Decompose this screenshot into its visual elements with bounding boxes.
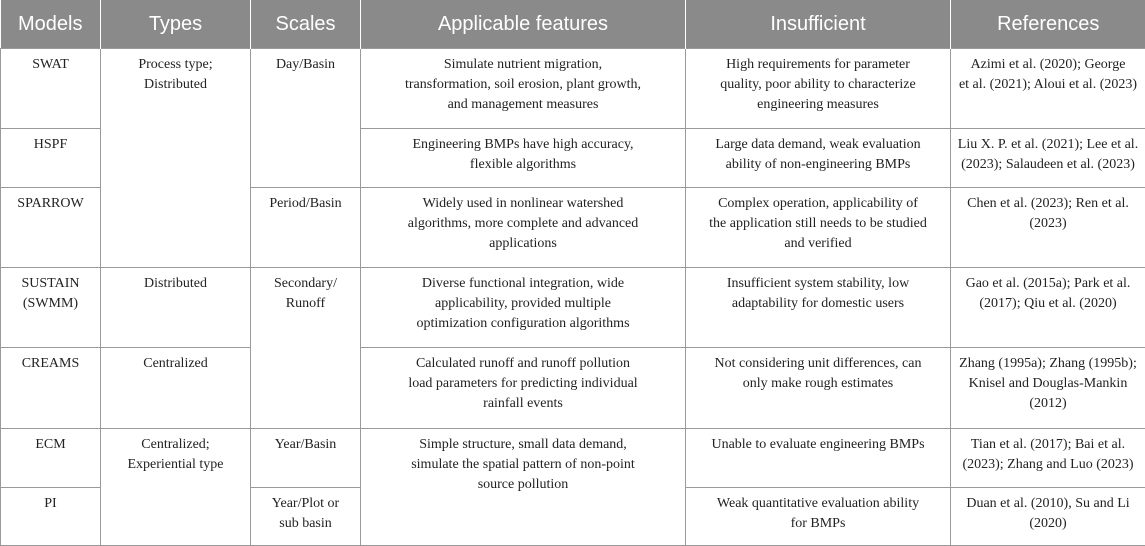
model-name: ECM	[35, 437, 65, 452]
header-insufficient: Insufficient	[686, 0, 951, 49]
features-text: Engineering BMPs have high accuracy, flexible algorithms	[412, 137, 633, 172]
references-cell	[951, 188, 1145, 268]
insufficient-cell	[686, 49, 951, 129]
insufficient-text: High requirements for parameter quality, poor ability to characterize engineering measures	[720, 57, 915, 112]
features-cell	[361, 348, 686, 429]
references-cell	[951, 348, 1145, 429]
type-cell	[101, 268, 251, 348]
model-name: CREAMS	[22, 356, 80, 371]
table-row	[1, 348, 1145, 429]
scale-text: Secondary/ Runoff	[274, 276, 337, 311]
scale-cell	[251, 429, 361, 488]
references-text: Zhang (1995a); Zhang (1995b); Knisel and Douglas-Mankin (2012)	[959, 356, 1137, 411]
scale-cell	[251, 188, 361, 268]
header-types: Types	[101, 0, 251, 49]
model-cell	[1, 488, 101, 546]
insufficient-text: Insufficient system stability, low adaptability for domestic users	[727, 276, 909, 311]
model-name: SPARROW	[17, 196, 83, 211]
type-cell	[101, 348, 251, 429]
references-text: Liu X. P. et al. (2021); Lee et al. (2023); Salaudeen et al. (2023)	[958, 137, 1138, 172]
references-cell	[951, 488, 1145, 546]
features-text: Simple structure, small data demand, simulate the spatial pattern of non-point source pollution	[411, 437, 635, 492]
scale-cell	[251, 488, 361, 546]
header-applicable-features: Applicable features	[361, 0, 686, 49]
type-cell	[101, 49, 251, 268]
features-cell	[361, 429, 686, 546]
model-cell	[1, 348, 101, 429]
scale-text: Day/Basin	[276, 57, 335, 72]
references-text: Gao et al. (2015a); Park et al. (2017); Qiu et al. (2020)	[966, 276, 1131, 311]
features-text: Simulate nutrient migration, transformation, soil erosion, plant growth, and management measures	[405, 57, 641, 112]
features-cell	[361, 129, 686, 188]
scale-text: Year/Plot or sub basin	[272, 496, 339, 531]
scale-cell	[251, 49, 361, 188]
scale-text: Year/Basin	[275, 437, 337, 452]
model-cell	[1, 429, 101, 488]
table-row	[1, 268, 1145, 348]
features-cell	[361, 268, 686, 348]
references-cell	[951, 268, 1145, 348]
references-cell	[951, 129, 1145, 188]
type-text: Process type; Distributed	[138, 57, 212, 92]
model-name: SUSTAIN (SWMM)	[22, 276, 80, 311]
model-name: SWAT	[32, 57, 69, 72]
features-text: Widely used in nonlinear watershed algorithms, more complete and advanced applications	[408, 196, 639, 251]
insufficient-text: Not considering unit differences, can only make rough estimates	[715, 356, 922, 391]
references-cell	[951, 429, 1145, 488]
model-cell	[1, 49, 101, 129]
insufficient-cell	[686, 188, 951, 268]
model-cell	[1, 188, 101, 268]
model-cell	[1, 268, 101, 348]
references-text: Tian et al. (2017); Bai et al. (2023); Zhang and Luo (2023)	[962, 437, 1133, 472]
scale-text: Period/Basin	[269, 196, 341, 211]
model-name: HSPF	[34, 137, 67, 152]
table-row	[1, 49, 1145, 129]
insufficient-cell	[686, 268, 951, 348]
insufficient-cell	[686, 348, 951, 429]
insufficient-text: Unable to evaluate engineering BMPs	[711, 437, 924, 452]
type-text: Distributed	[144, 276, 207, 291]
references-text: Duan et al. (2010), Su and Li (2020)	[966, 496, 1129, 531]
insufficient-text: Weak quantitative evaluation ability for BMPs	[717, 496, 919, 531]
references-cell	[951, 49, 1145, 129]
features-cell	[361, 49, 686, 129]
insufficient-cell	[686, 129, 951, 188]
header-models: Models	[1, 0, 101, 49]
insufficient-text: Complex operation, applicability of the application still needs to be studied and verified	[709, 196, 927, 251]
insufficient-text: Large data demand, weak evaluation ability of non-engineering BMPs	[715, 137, 920, 172]
table-row	[1, 429, 1145, 488]
type-text: Centralized	[143, 356, 208, 371]
header-scales: Scales	[251, 0, 361, 49]
references-text: Azimi et al. (2020); George et al. (2021); Aloui et al. (2023)	[959, 57, 1137, 92]
features-text: Calculated runoff and runoff pollution load parameters for predicting individual rainfall events	[408, 356, 637, 411]
type-cell	[101, 429, 251, 546]
model-cell	[1, 129, 101, 188]
type-text: Centralized; Experiential type	[127, 437, 223, 472]
header-row	[1, 0, 1145, 49]
insufficient-cell	[686, 429, 951, 488]
features-text: Diverse functional integration, wide applicability, provided multiple optimization configuration algorithms	[416, 276, 629, 331]
header-references: References	[951, 0, 1145, 49]
references-text: Chen et al. (2023); Ren et al. (2023)	[967, 196, 1129, 231]
model-name: PI	[44, 496, 56, 511]
insufficient-cell	[686, 488, 951, 546]
features-cell	[361, 188, 686, 268]
scale-cell	[251, 268, 361, 429]
